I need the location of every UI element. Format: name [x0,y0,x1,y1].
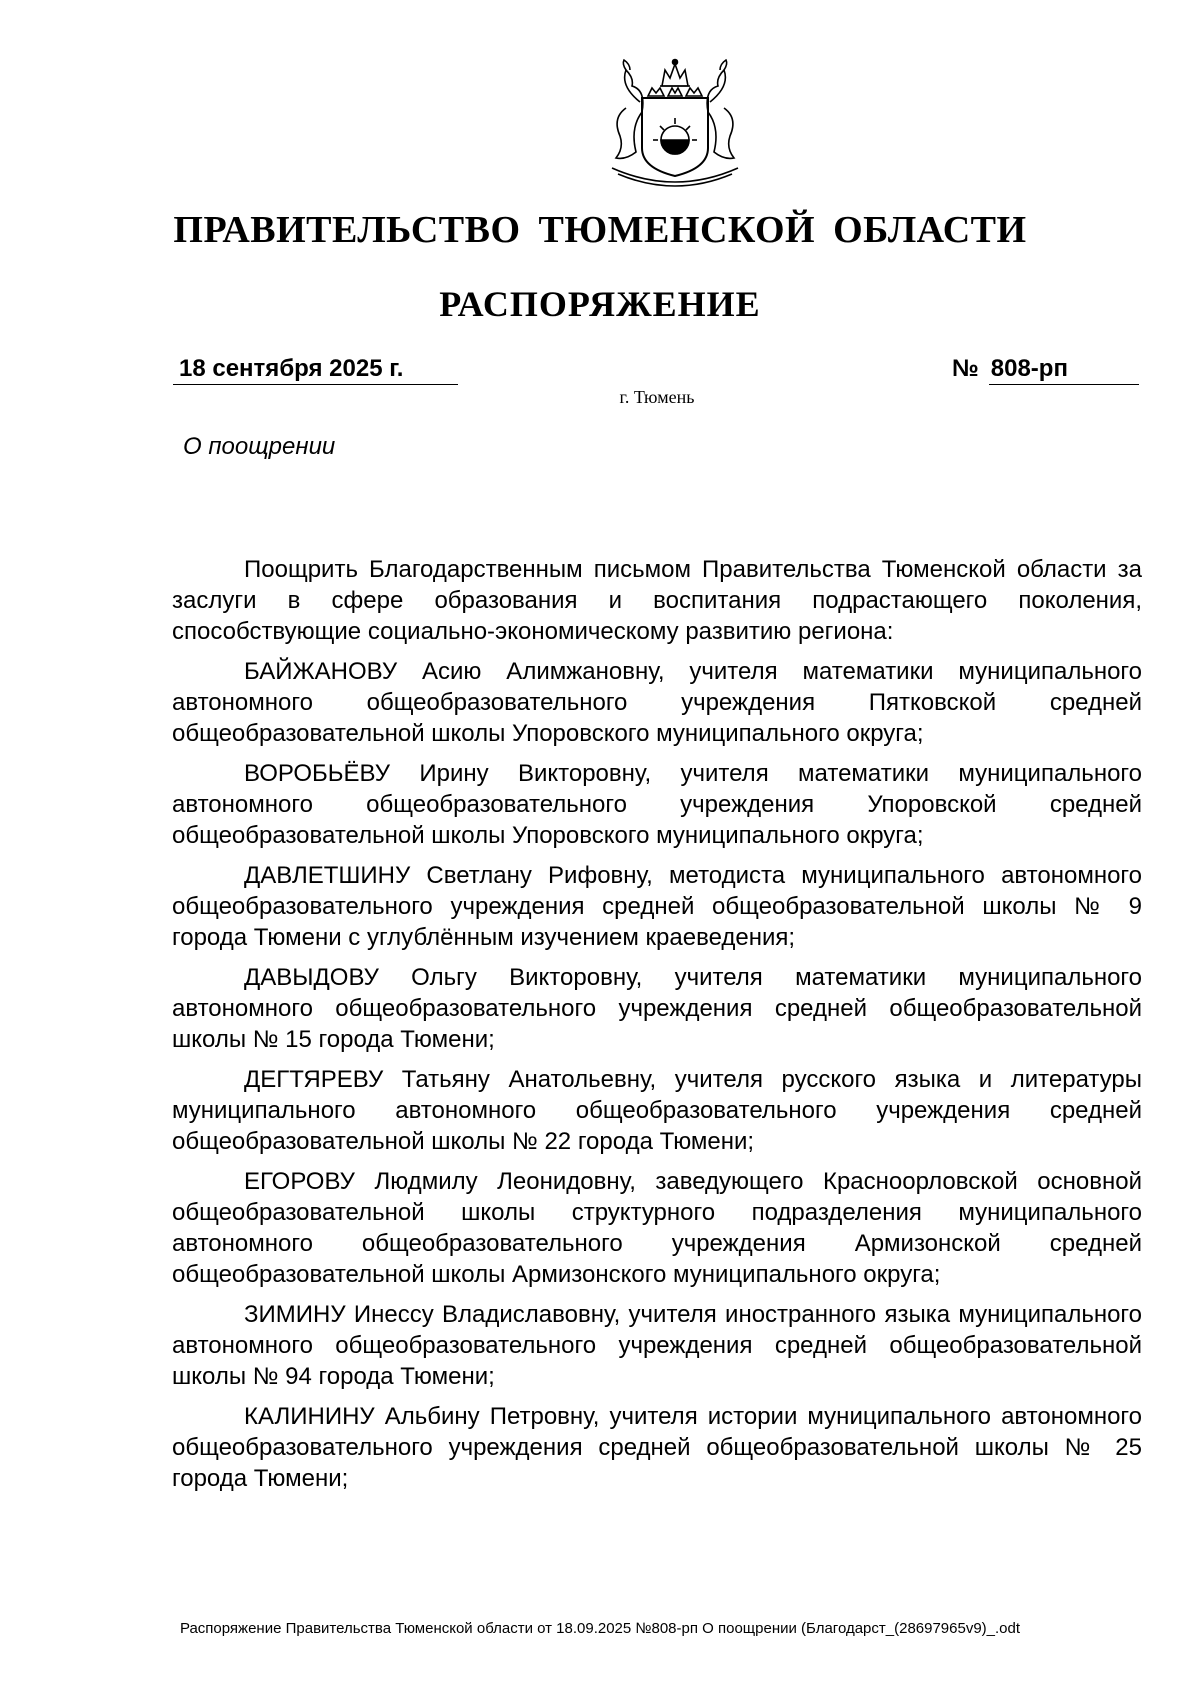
coat-of-arms-icon [590,56,760,191]
document-number: 808-рп [989,355,1139,385]
awardee-paragraph: КАЛИНИНУ Альбину Петровну, учителя истории муниципального автономного общеобразовательного учреждения средней общеобразовательной школы № 25 города Тюмени; [172,1403,1142,1492]
number-sign: № [952,355,979,382]
document-type-title: РАСПОРЯЖЕНИЕ [439,284,761,324]
awardee-paragraph: ДЕГТЯРЕВУ Татьяну Анатольевну, учителя русского языка и литературы муниципального автономного общеобразовательного учреждения средней общеобразовательной школы № 22 города Тюмени; [172,1066,1142,1155]
awardee-paragraph: ДАВЫДОВУ Ольгу Викторовну, учителя математики муниципального автономного общеобразовательного учреждения средней общеобразовательной школы № 15 города Тюмени; [172,964,1142,1053]
awardee-paragraph: ЗИМИНУ Инессу Владиславовну, учителя иностранного языка муниципального автономного общеобразовательного учреждения средней общеобразовательной школы № 94 города Тюмени; [172,1301,1142,1390]
awardee-paragraph: ЕГОРОВУ Людмилу Леонидовну, заведующего Красноорловской основной общеобразовательной школы структурного подразделения муниципального автономного общеобразовательного учреждения Армизонской средней общеобразовательной школы Армизонского муниципального округа; [172,1168,1142,1288]
document-subject: О поощрении [183,433,336,460]
government-title: ПРАВИТЕЛЬСТВО ТЮМЕНСКОЙ ОБЛАСТИ [173,209,1027,251]
awardee-paragraph: БАЙЖАНОВУ Асию Алимжановну, учителя математики муниципального автономного общеобразовательного учреждения Пятковской средней общеобразовательной школы Упоровского муниципального округа; [172,658,1142,747]
intro-paragraph: Поощрить Благодарственным письмом Правительства Тюменской области за заслуги в сфере образования и воспитания подрастающего поколения, способствующие социально-экономическому развитию региона: [172,556,1142,645]
document-number-block [952,355,1139,385]
page-footer: Распоряжение Правительства Тюменской области от 18.09.2025 №808-рп О поощрении (Благодарст_(28697965v9)_.odt [179,1620,1021,1637]
document-body [172,554,1142,1503]
issue-city: г. Тюмень [619,387,695,407]
awardee-paragraph: ВОРОБЬЁВУ Ирину Викторовну, учителя математики муниципального автономного общеобразовательного учреждения Упоровской средней общеобразовательной школы Упоровского муниципального округа; [172,760,1142,849]
document-date: 18 сентября 2025 г. [173,355,458,385]
awardee-paragraph: ДАВЛЕТШИНУ Светлану Рифовну, методиста муниципального автономного общеобразовательного учреждения средней общеобразовательной школы № 9 города Тюмени с углублённым изучением краеведения; [172,862,1142,951]
